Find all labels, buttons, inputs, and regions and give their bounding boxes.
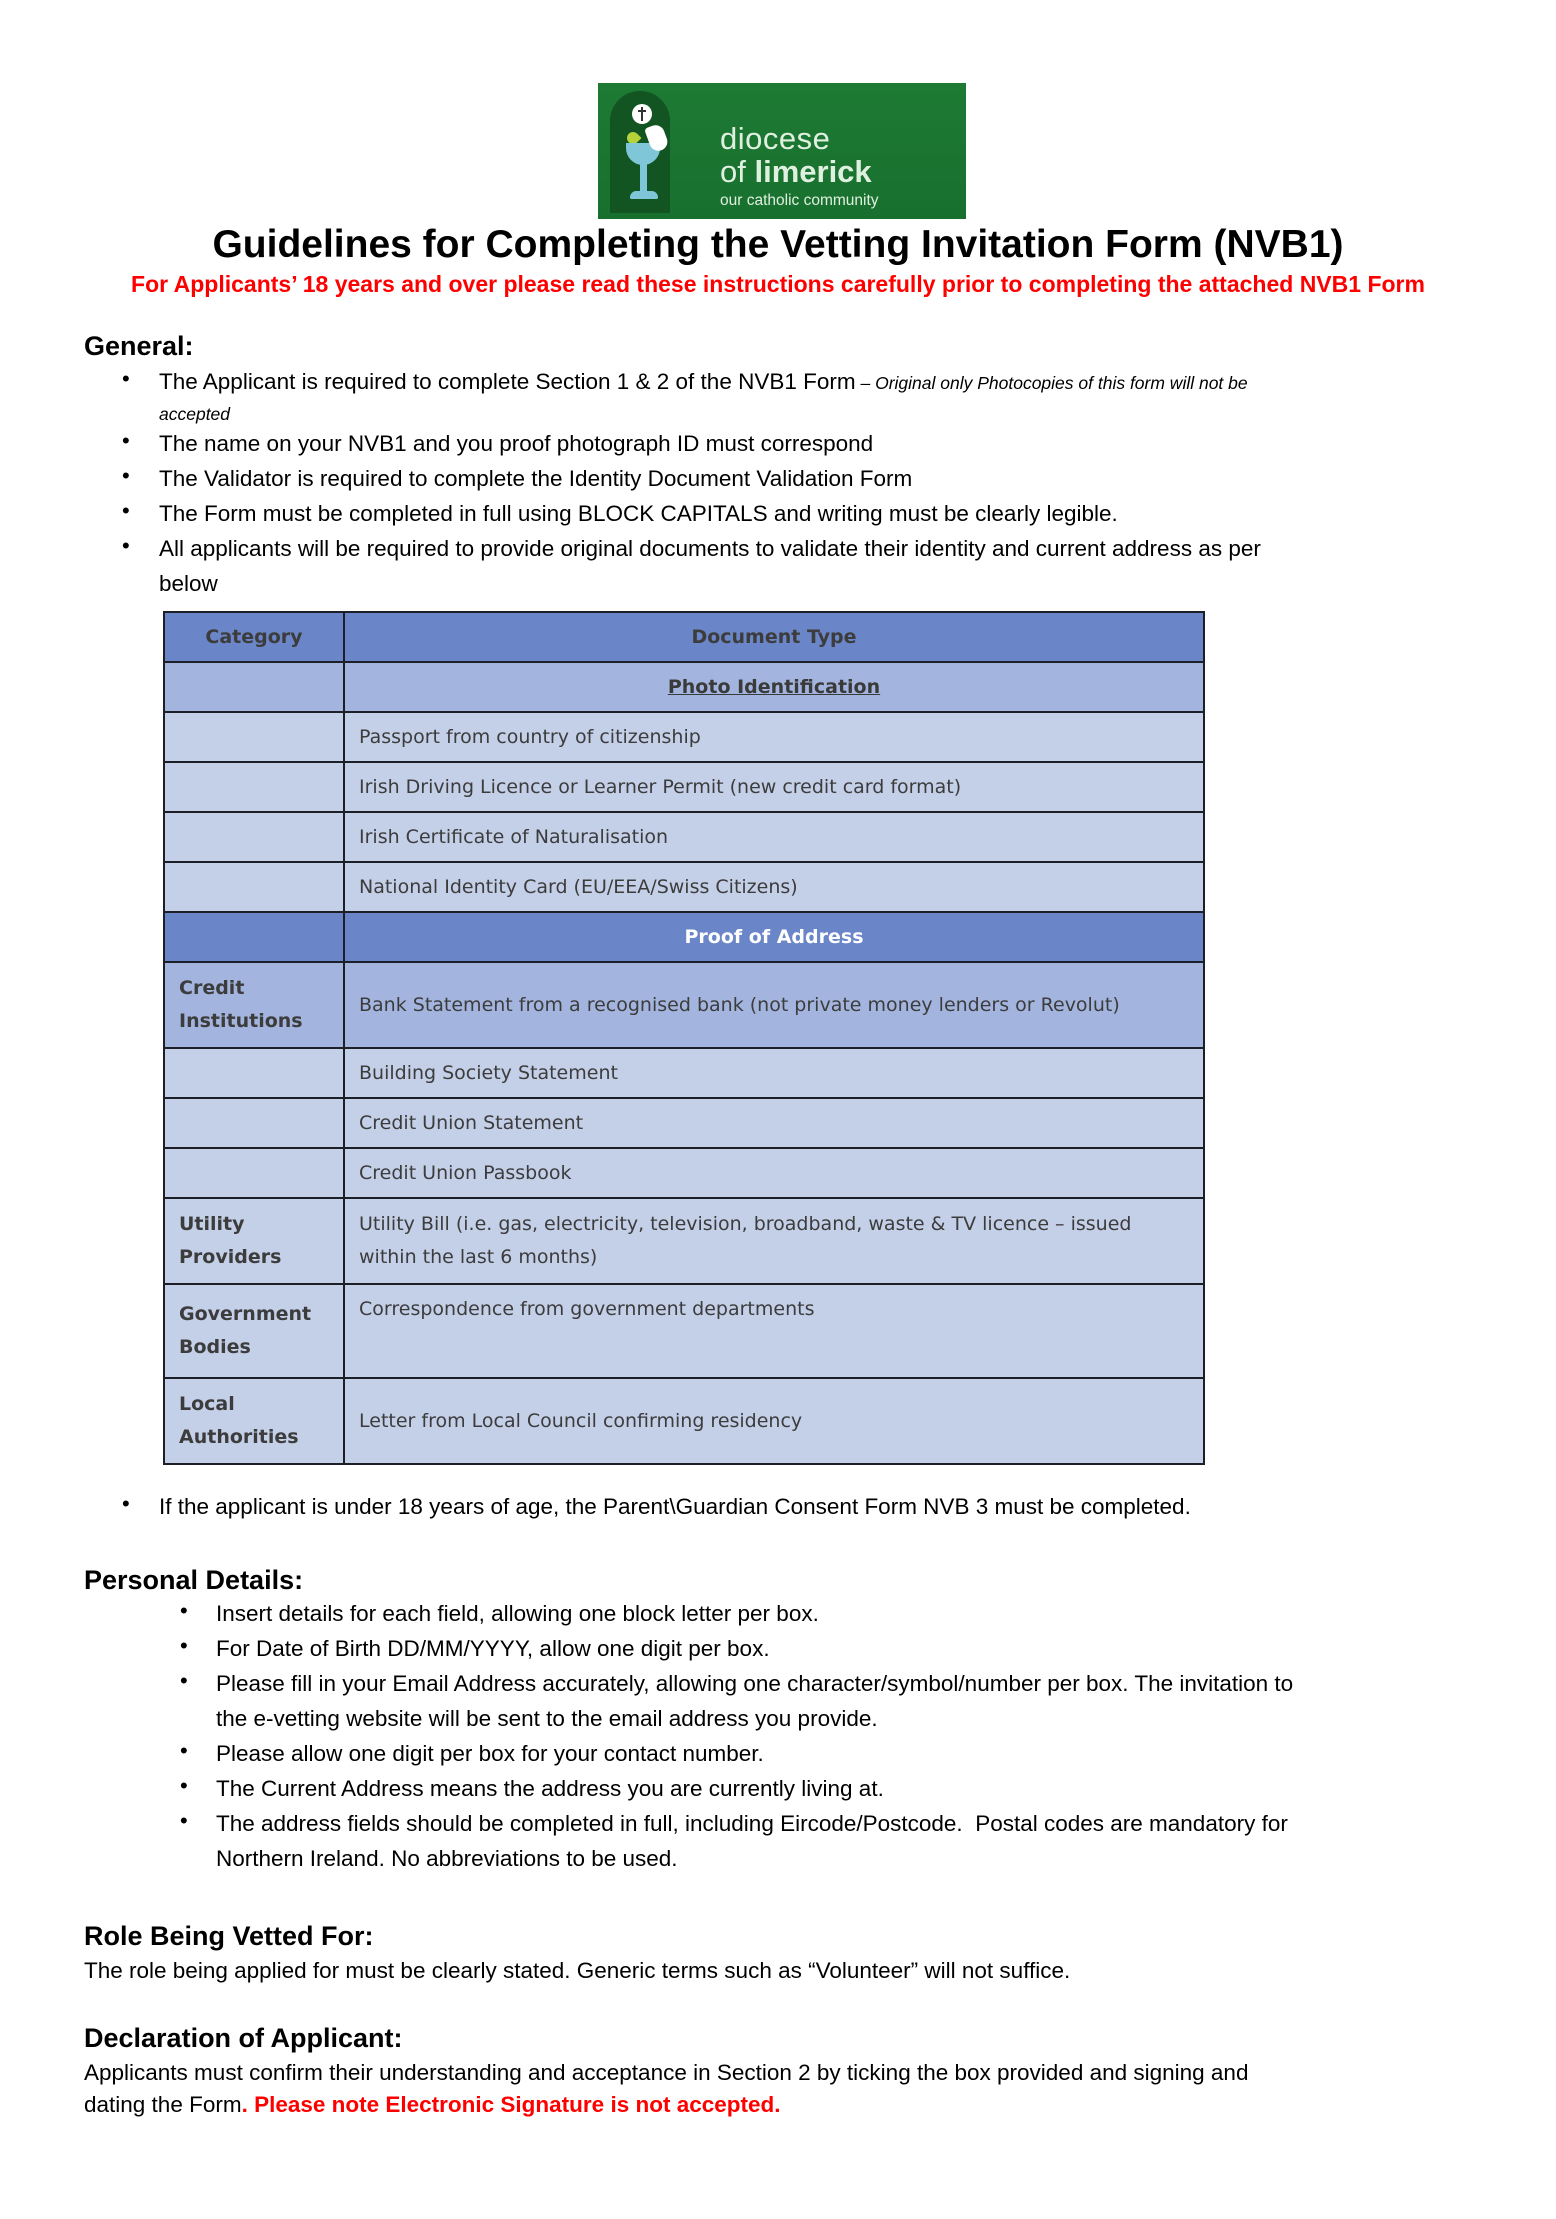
table-cell-category: Local Authorities xyxy=(164,1378,344,1464)
bullet-icon: • xyxy=(180,1808,188,1833)
general-bullet-2: The name on your NVB1 and you proof photograph ID must correspond xyxy=(159,431,874,456)
bullet-icon: • xyxy=(122,463,130,488)
table-row xyxy=(164,762,1204,812)
bullet-icon: • xyxy=(180,1598,188,1623)
documents-table xyxy=(163,611,1205,1465)
table-cell-document: Correspondence from government departments xyxy=(344,1284,1204,1378)
table-cell-category: Government Bodies xyxy=(164,1284,344,1378)
table-cell-category: Credit Institutions xyxy=(164,962,344,1048)
table-row xyxy=(164,1048,1204,1098)
chalice-stem xyxy=(640,163,647,193)
table-cell-document: Credit Union Statement xyxy=(344,1098,1204,1148)
table-row xyxy=(164,812,1204,862)
personal-bullet-5: The Current Address means the address you are currently living at. xyxy=(216,1776,884,1801)
bullet-note: – Original only Photocopies of this form will not be xyxy=(855,373,1248,393)
table-cell-document: Letter from Local Council confirming residency xyxy=(344,1378,1204,1464)
personal-bullet-3: Please fill in your Email Address accurately, allowing one character/symbol/number per box. The invitation to xyxy=(216,1671,1294,1696)
table-cell-document: Passport from country of citizenship xyxy=(344,712,1204,762)
logo-line-2-bold: limerick xyxy=(754,154,872,189)
page-title: Guidelines for Completing the Vetting Invitation Form (NVB1) xyxy=(212,223,1344,266)
logo-line-2-prefix: of xyxy=(720,154,755,189)
logo-tagline: our catholic community xyxy=(720,192,879,209)
bullet-text: The Applicant is required to complete Section 1 & 2 of the NVB1 Form xyxy=(159,369,856,394)
table-cell-document: Irish Certificate of Naturalisation xyxy=(344,812,1204,862)
personal-bullet-1: Insert details for each field, allowing one block letter per box. xyxy=(216,1601,819,1626)
general-bullet-1-cont: accepted xyxy=(159,404,231,424)
chalice-emblem-icon xyxy=(610,91,670,213)
role-text: The role being applied for must be clearly stated. Generic terms such as “Volunteer” will not suffice. xyxy=(84,1958,1071,1983)
table-row xyxy=(164,1198,1204,1284)
table-cell-document: Bank Statement from a recognised bank (not private money lenders or Revolut) xyxy=(344,962,1204,1048)
bullet-icon: • xyxy=(180,1633,188,1658)
personal-details-heading: Personal Details: xyxy=(84,1565,304,1595)
chalice-base xyxy=(630,191,658,199)
table-cell-category xyxy=(164,912,344,962)
table-section-row xyxy=(164,912,1204,962)
general-bullet-5: All applicants will be required to provide original documents to validate their identity and current address as per xyxy=(159,536,1261,561)
bullet-icon: • xyxy=(180,1668,188,1693)
general-bullet-1 xyxy=(159,364,1479,401)
general-bullet-3: The Validator is required to complete the Identity Document Validation Form xyxy=(159,466,913,491)
table-header-row xyxy=(164,612,1204,662)
host-cross-icon xyxy=(632,104,652,124)
general-heading: General: xyxy=(84,331,194,361)
table-row xyxy=(164,1284,1204,1378)
declaration-line-1: Applicants must confirm their understanding and acceptance in Section 2 by ticking the box provided and signing and xyxy=(84,2060,1249,2085)
personal-bullet-2: For Date of Birth DD/MM/YYYY, allow one digit per box. xyxy=(216,1636,770,1661)
role-heading: Role Being Vetted For: xyxy=(84,1921,374,1951)
bullet-icon: • xyxy=(122,366,130,391)
personal-bullet-4: Please allow one digit per box for your contact number. xyxy=(216,1741,764,1766)
table-cell-document: Building Society Statement xyxy=(344,1048,1204,1098)
personal-bullet-6-cont: Northern Ireland. No abbreviations to be used. xyxy=(216,1846,678,1871)
table-subheader-photo-id: Photo Identification xyxy=(344,662,1204,712)
declaration-text xyxy=(84,2057,1248,2121)
table-cell-document: Utility Bill (i.e. gas, electricity, television, broadband, waste & TV licence – issued within the last 6 months) xyxy=(344,1198,1204,1284)
table-cell-document: National Identity Card (EU/EEA/Swiss Citizens) xyxy=(344,862,1204,912)
header-category: Category xyxy=(164,612,344,662)
table-cell-category xyxy=(164,812,344,862)
table-cell-category: Utility Providers xyxy=(164,1198,344,1284)
page-subtitle: For Applicants’ 18 years and over please read these instructions carefully prior to completing the attached NVB1 Form xyxy=(131,271,1425,297)
table-cell-category xyxy=(164,1098,344,1148)
table-row xyxy=(164,712,1204,762)
declaration-line-2-text: dating the Form xyxy=(84,2092,242,2117)
table-cell-category xyxy=(164,662,344,712)
table-cell-category xyxy=(164,712,344,762)
table-cell-category xyxy=(164,1148,344,1198)
table-cell-category xyxy=(164,862,344,912)
declaration-line-2 xyxy=(84,2089,1248,2121)
table-row xyxy=(164,1098,1204,1148)
personal-bullet-6: The address fields should be completed in full, including Eircode/Postcode. Postal codes are mandatory for xyxy=(216,1811,1288,1836)
personal-bullet-3-cont: the e-vetting website will be sent to the email address you provide. xyxy=(216,1706,878,1731)
logo-line-1: diocese xyxy=(720,121,831,156)
bullet-icon: • xyxy=(122,1491,130,1516)
bullet-icon: • xyxy=(122,428,130,453)
under-18-bullet: If the applicant is under 18 years of age, the Parent\Guardian Consent Form NVB 3 must be completed. xyxy=(159,1494,1191,1519)
table-row xyxy=(164,962,1204,1048)
electronic-signature-warning: . Please note Electronic Signature is not accepted. xyxy=(241,2092,781,2117)
declaration-heading: Declaration of Applicant: xyxy=(84,2023,403,2053)
table-cell-category xyxy=(164,1048,344,1098)
table-cell-document: Credit Union Passbook xyxy=(344,1148,1204,1198)
bullet-icon: • xyxy=(122,498,130,523)
bullet-icon: • xyxy=(180,1738,188,1763)
table-row xyxy=(164,862,1204,912)
bullet-icon: • xyxy=(180,1773,188,1798)
table-section-proof-of-address: Proof of Address xyxy=(344,912,1204,962)
bullet-icon: • xyxy=(122,533,130,558)
general-bullet-5-cont: below xyxy=(159,571,218,596)
table-row xyxy=(164,1148,1204,1198)
header-document-type: Document Type xyxy=(344,612,1204,662)
table-row xyxy=(164,1378,1204,1464)
diocese-logo xyxy=(598,83,966,219)
table-subheader-row xyxy=(164,662,1204,712)
table-cell-category xyxy=(164,762,344,812)
table-cell-document: Irish Driving Licence or Learner Permit (new credit card format) xyxy=(344,762,1204,812)
general-bullet-4: The Form must be completed in full using BLOCK CAPITALS and writing must be clearly legible. xyxy=(159,501,1118,526)
logo-line-2 xyxy=(720,156,872,187)
